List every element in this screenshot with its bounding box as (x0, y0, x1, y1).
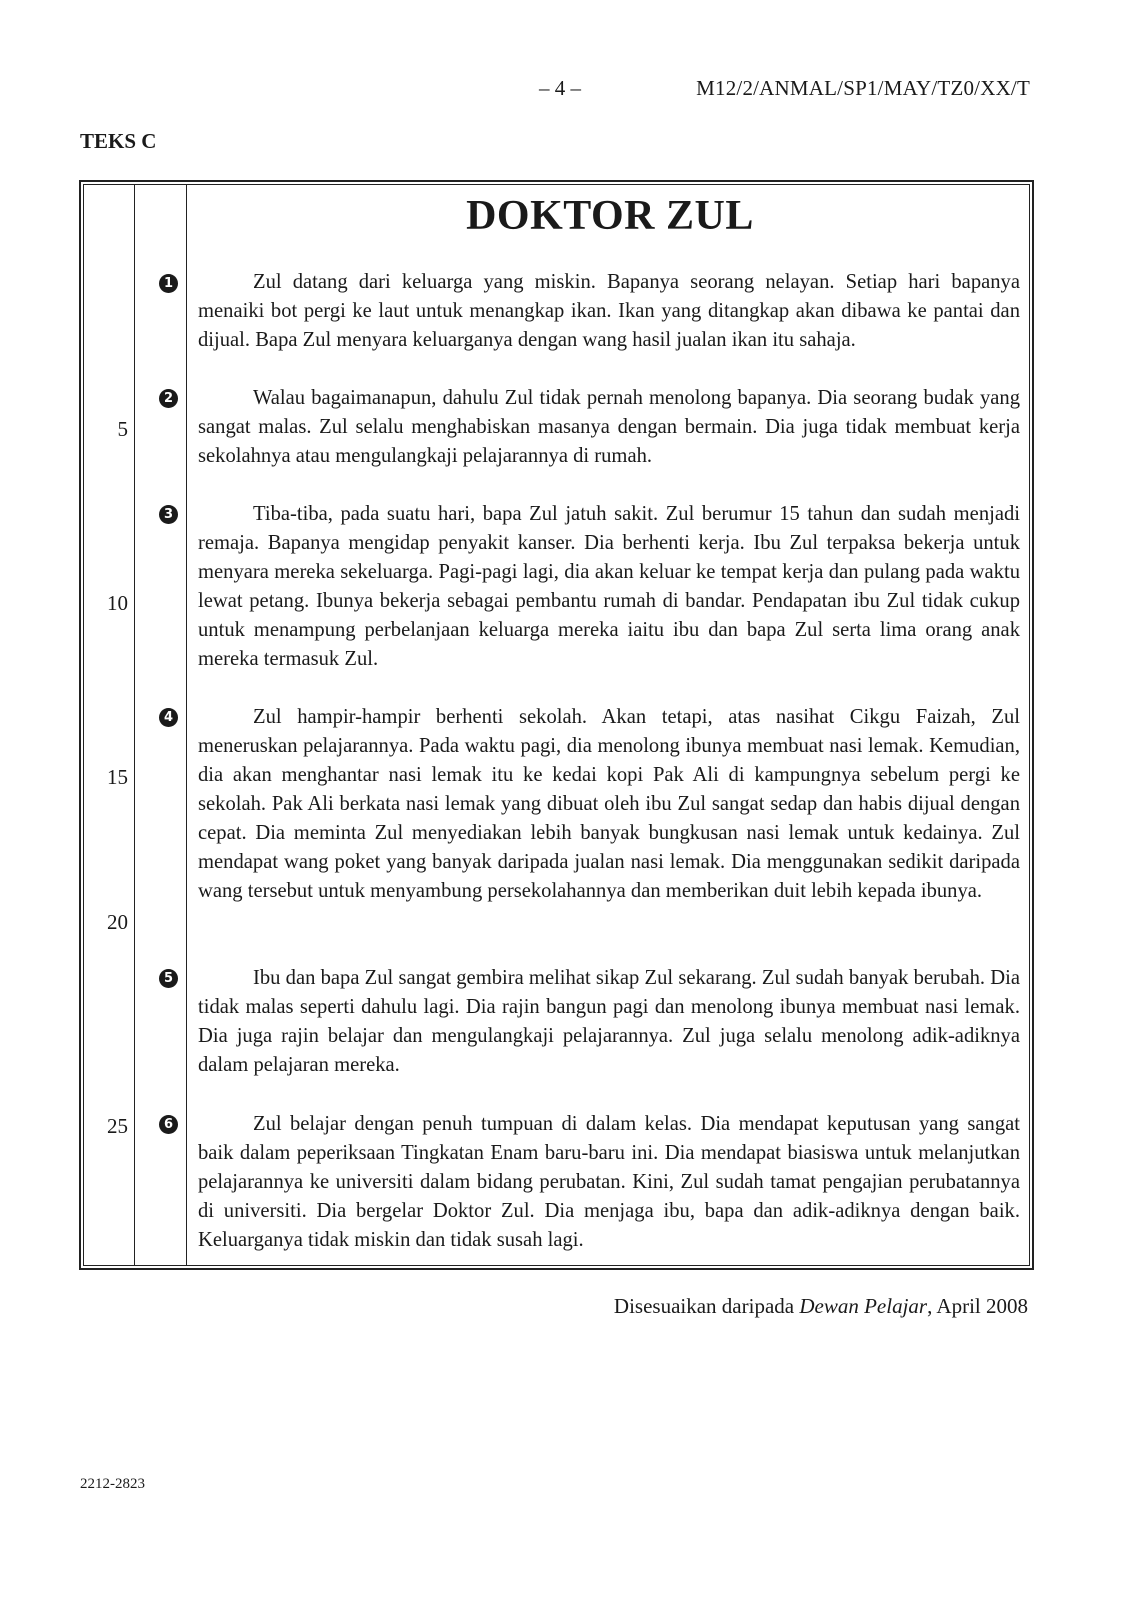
line-number-5: 5 (117, 417, 128, 441)
source-prefix: Disesuaikan daripada (613, 1294, 800, 1318)
paragraph-marker-5: 5 (159, 969, 178, 988)
paragraph-marker-3: 3 (159, 505, 178, 524)
paper-code: M12/2/ANMAL/SP1/MAY/TZ0/XX/T (696, 76, 1030, 100)
source-suffix: , April 2008 (927, 1294, 1028, 1318)
section-label: TEKS C (80, 129, 157, 153)
paragraph-marker-2: 2 (159, 389, 178, 408)
paragraph-3: Tiba-tiba, pada suatu hari, bapa Zul jatuh sakit. Zul berumur 15 tahun dan sudah menjadi remaja. Bapanya mengidap penyakit kanser. Dia berhenti kerja. Ibu Zul terpaksa bekerja untuk menyara mereka sekeluarga. Pagi-pagi lagi, dia akan keluar ke tempat kerja dan pulang pada waktu lewat petang. Ibunya bekerja sebagai pembantu rumah di bandar. Pendapatan ibu Zul tidak cukup untuk menampung perbelanjaan keluarga mereka iaitu ibu dan bapa Zul serta lima orang anak mereka termasuk Zul. (198, 503, 1020, 670)
text-title: DOKTOR ZUL (466, 193, 754, 239)
paragraph-4: Zul hampir-hampir berhenti sekolah. Akan tetapi, atas nasihat Cikgu Faizah, Zul meneruskan pelajarannya. Pada waktu pagi, dia menolong ibunya membuat nasi lemak. Kemudian, dia akan menghantar nasi lemak itu ke kedai kopi Pak Ali di kampungnya sebelum pergi ke sekolah. Pak Ali berkata nasi lemak yang dibuat oleh ibu Zul sangat sedap dan habis dijual dengan cepat. Dia meminta Zul menyediakan lebih banyak bungkusan nasi lemak untuk kedainya. Zul mendapat wang poket yang banyak daripada jualan nasi lemak. Dia menggunakan sedikit daripada wang tersebut untuk menyambung persekolahannya dan memberikan duit lebih kepada ibunya. (198, 706, 1020, 902)
paragraph-marker-1: 1 (159, 274, 178, 293)
paragraph-5: Ibu dan bapa Zul sangat gembira melihat sikap Zul sekarang. Zul sudah banyak berubah. Dia tidak malas seperti dahulu lagi. Dia rajin bangun pagi dan menolong ibunya membuat nasi lemak. Dia juga rajin belajar dan mengulangkaji pelajarannya. Zul juga selalu menolong adik-adiknya dalam pelajaran mereka. (198, 967, 1020, 1076)
footer-code: 2212-2823 (80, 1476, 145, 1492)
paragraph-2: Walau bagaimanapun, dahulu Zul tidak pernah menolong bapanya. Dia seorang budak yang sangat malas. Zul selalu menghabiskan masanya dengan bermain. Dia juga tidak membuat kerja sekolahnya atau mengulangkaji pelajarannya di rumah. (198, 387, 1020, 467)
paragraph-marker-6: 6 (159, 1115, 178, 1134)
paragraph-marker-4: 4 (159, 708, 178, 727)
line-number-20: 20 (107, 910, 128, 934)
line-number-15: 15 (107, 765, 128, 789)
line-number-25: 25 (107, 1114, 128, 1138)
paragraph-6: Zul belajar dengan penuh tumpuan di dalam kelas. Dia mendapat keputusan yang sangat baik dalam peperiksaan Tingkatan Enam baru-baru ini. Dia mendapat biasiswa untuk melanjutkan pelajarannya ke universiti dalam bidang perubatan. Kini, Zul sudah tamat pengajian perubatannya di universiti. Dia bergelar Doktor Zul. Dia menjaga ibu, bapa dan adik-adiknya dengan baik. Keluarganya tidak miskin dan tidak susah lagi. (198, 1113, 1020, 1251)
line-number-column-divider (134, 184, 135, 1266)
source-publication: Dewan Pelajar (799, 1294, 928, 1318)
source-citation (614, 1294, 1028, 1319)
marker-column-divider (186, 184, 187, 1266)
page-number: – 4 – (539, 76, 581, 100)
paragraph-1: Zul datang dari keluarga yang miskin. Bapanya seorang nelayan. Setiap hari bapanya menaiki bot pergi ke laut untuk menangkap ikan. Ikan yang ditangkap akan dibawa ke pantai dan dijual. Bapa Zul menyara keluarganya dengan wang hasil jualan ikan itu sahaja. (198, 271, 1020, 351)
line-number-10: 10 (107, 591, 128, 615)
